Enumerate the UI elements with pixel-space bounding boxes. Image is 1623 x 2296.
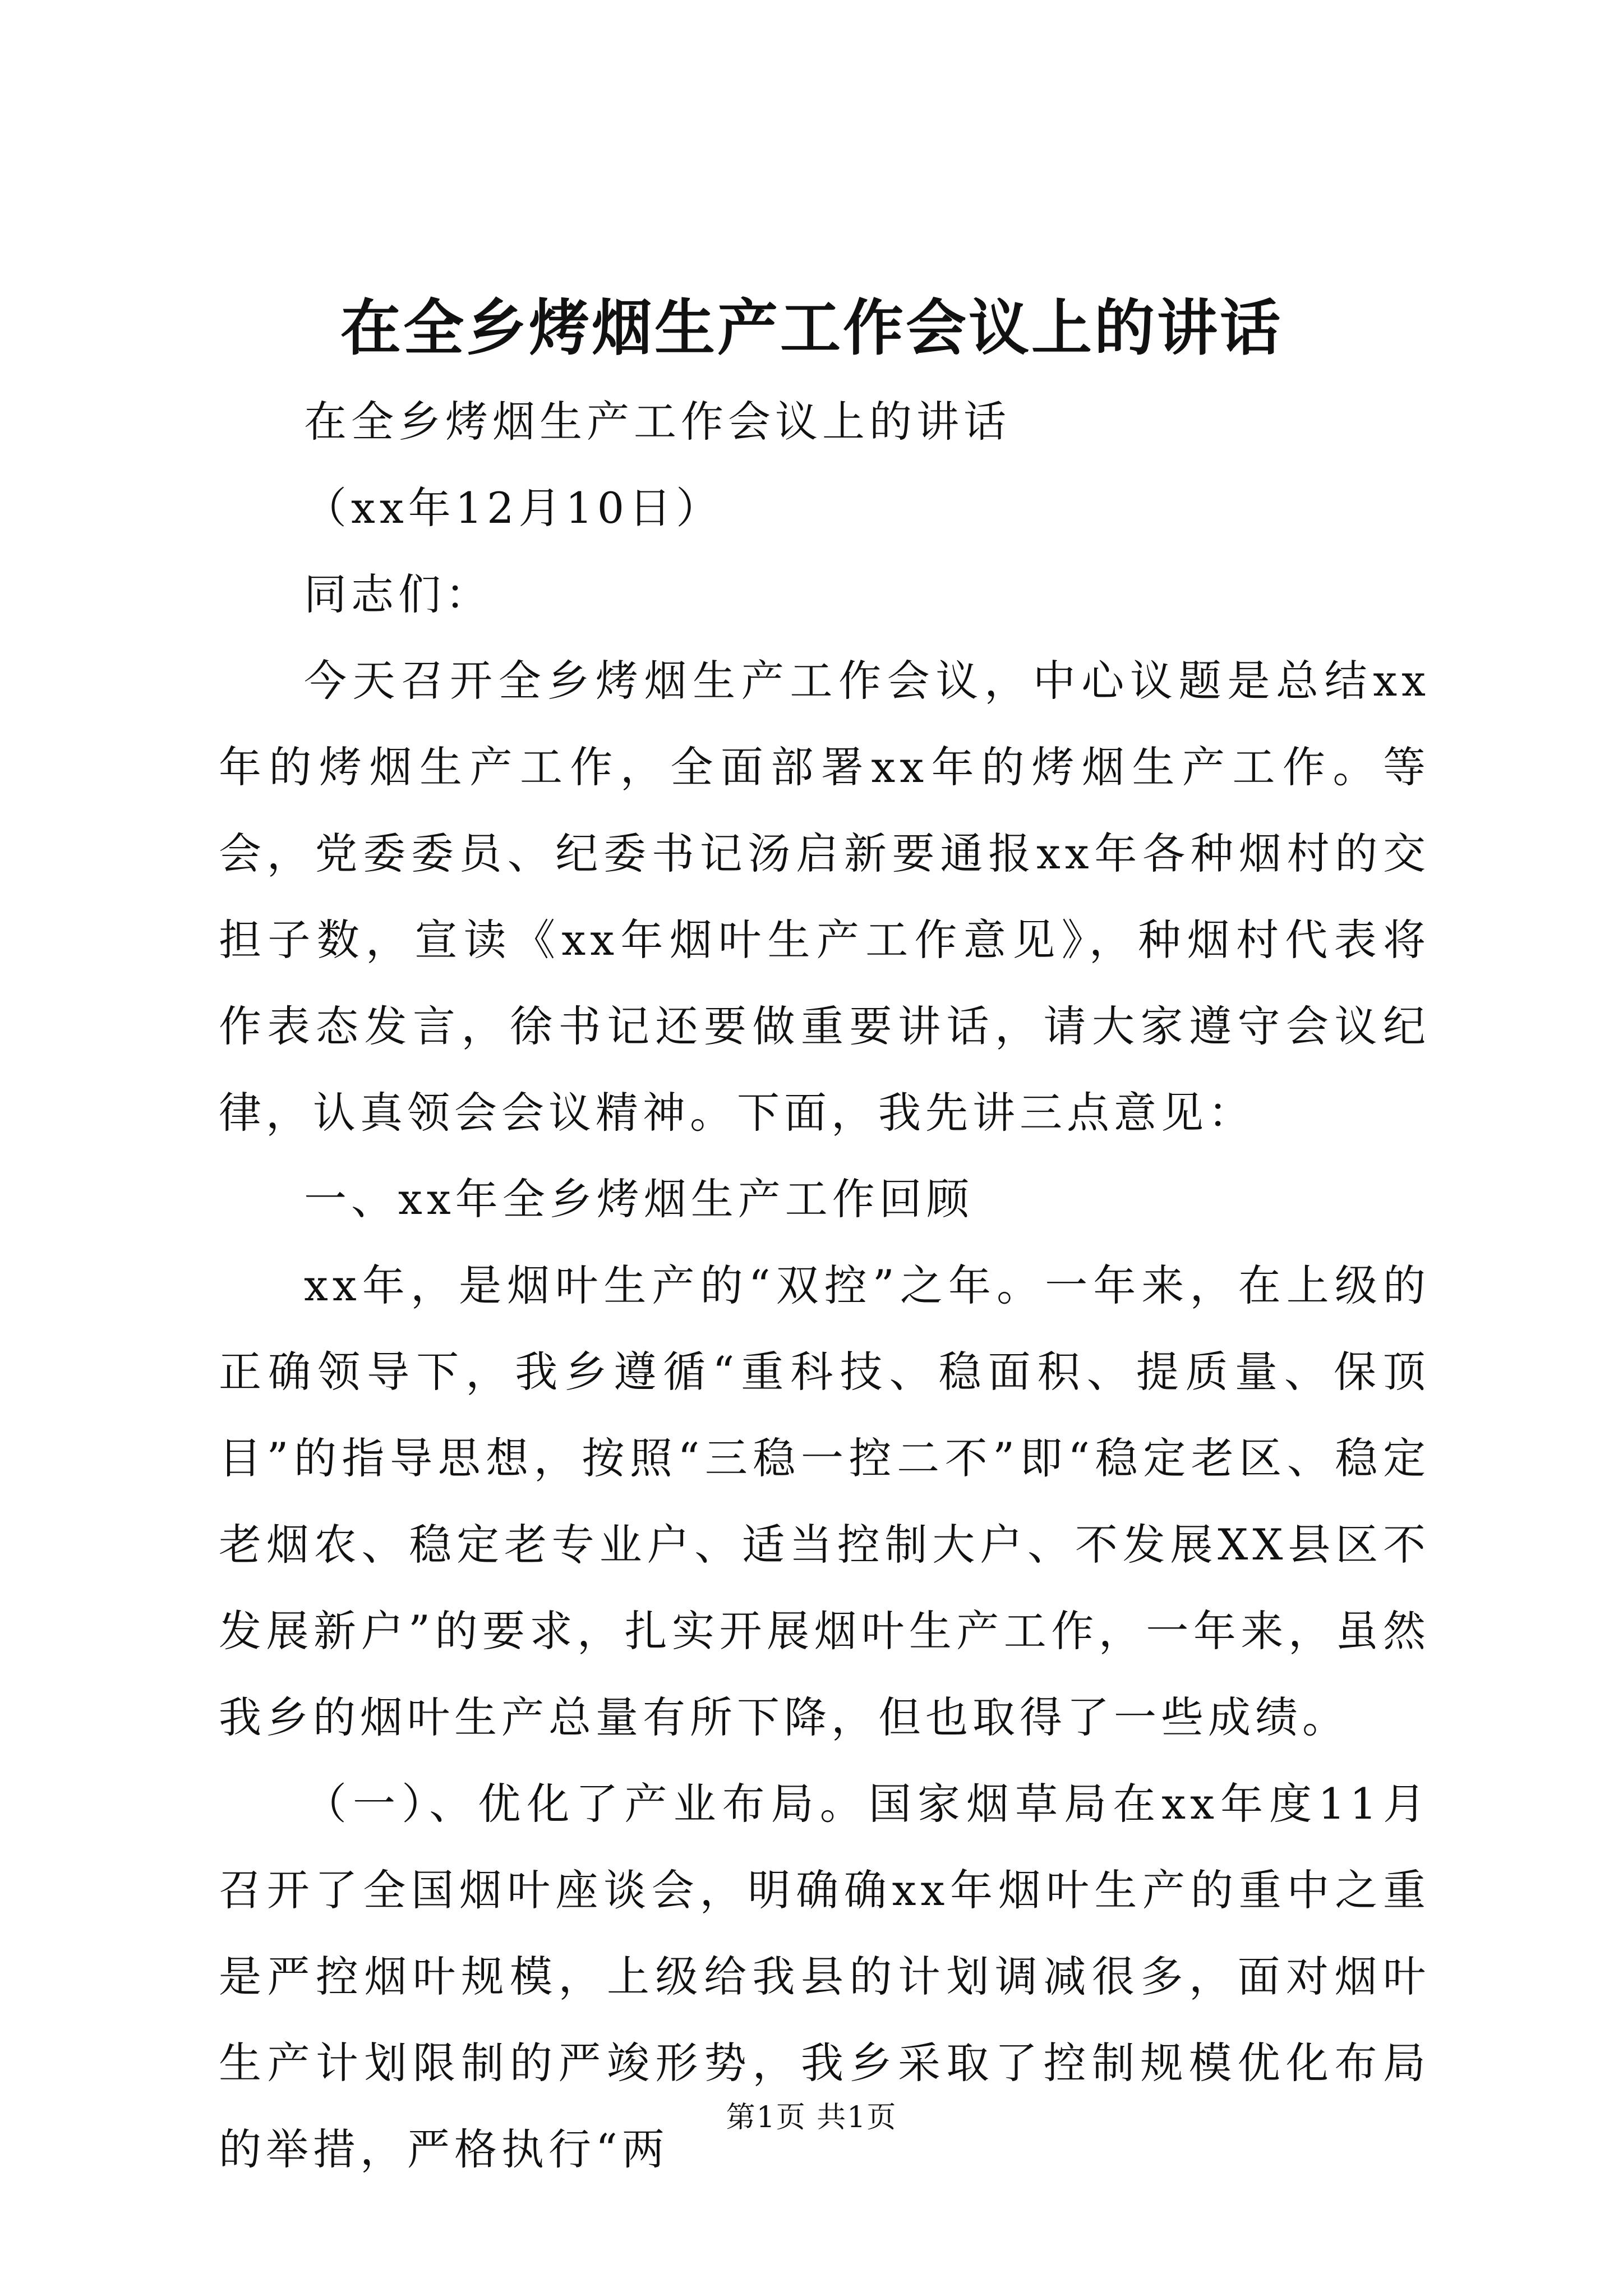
document-body xyxy=(219,379,1430,2193)
document-title: 在全乡烤烟生产工作会议上的讲话 xyxy=(340,293,1283,364)
speech-date: （xx年12月10日） xyxy=(304,483,723,533)
page-footer: 第1页 共1页 xyxy=(726,2101,897,2134)
intro-paragraph: 今天召开全乡烤烟生产工作会议，中心议题是总结xx年的烤烟生产工作，全面部署xx年的烤烟生产工作。等会，党委委员、纪委书记汤启新要通报xx年各种烟村的交担子数，宣读《xx年烟叶生产工作意见》，种烟村代表将作表态发言，徐书记还要做重要讲话，请大家遵守会议纪律，认真领会会议精神。下面，我先讲三点意见： xyxy=(219,656,1430,1138)
section-heading: 一、xx年全乡烤烟生产工作回顾 xyxy=(304,1174,974,1224)
subsection-paragraph: （一）、优化了产业布局。国家烟草局在xx年度11月召开了全国烟叶座谈会，明确确xx年烟叶生产的重中之重是严控烟叶规模，上级给我县的计划调减很多，面对烟叶生产计划限制的严竣形势，我乡采取了控制规模优化布局的举措，严格执行“两 xyxy=(219,1779,1430,2174)
speech-heading: 在全乡烤烟生产工作会议上的讲话 xyxy=(304,397,1011,447)
review-paragraph: xx年，是烟叶生产的“双控”之年。一年来，在上级的正确领导下，我乡遵循“重科技、稳面积、提质量、保顶目”的指导思想，按照“三稳一控二不”即“稳定老区、稳定老烟农、稳定老专业户、适当控制大户、不发展XX县区不发展新户”的要求，扎实开展烟叶生产工作，一年来，虽然我乡的烟叶生产总量有所下降，但也取得了一些成绩。 xyxy=(219,1260,1430,1742)
salutation: 同志们： xyxy=(304,569,492,619)
